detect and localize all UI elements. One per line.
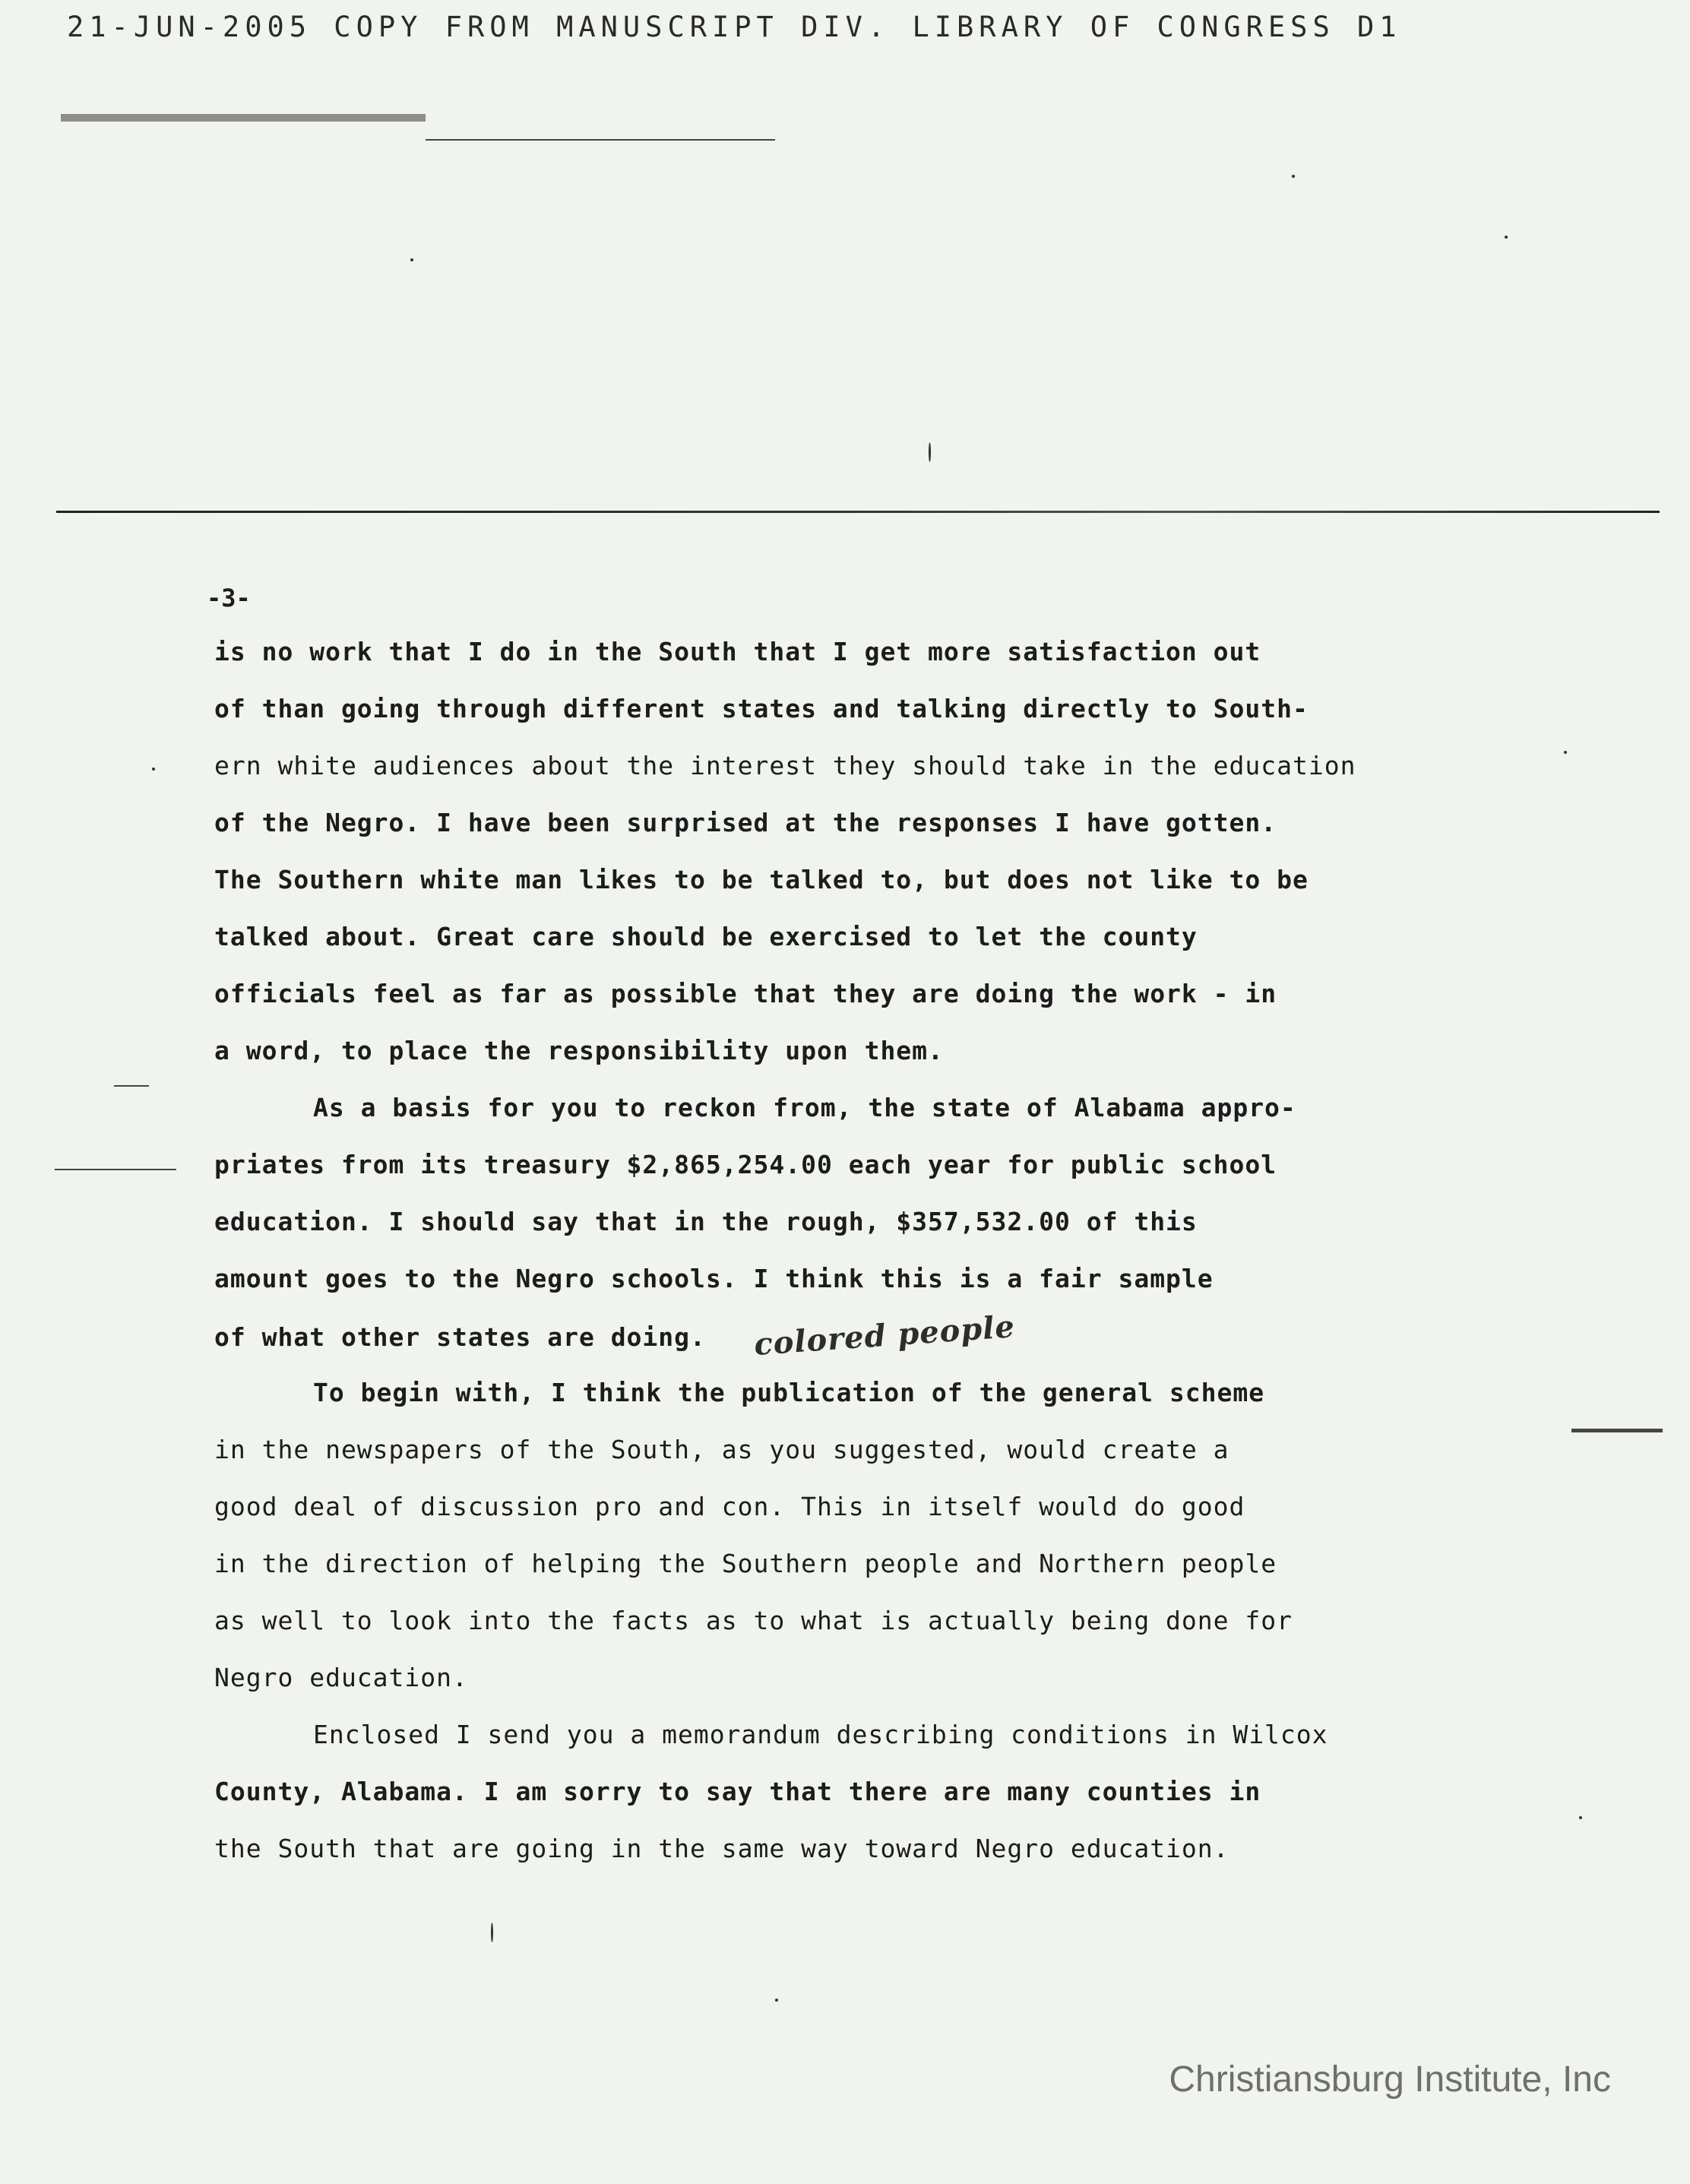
text-line: The Southern white man likes to be talked to, but does not like to be bbox=[214, 865, 1309, 894]
text-line: as well to look into the facts as to what is actually being done for bbox=[214, 1606, 1293, 1635]
text-line: the South that are going in the same way toward Negro education. bbox=[214, 1834, 1230, 1863]
scan-dash bbox=[1571, 1429, 1663, 1432]
scan-dash bbox=[114, 1085, 149, 1087]
text-line: good deal of discussion pro and con. This in itself would do good bbox=[214, 1492, 1245, 1521]
scan-speck bbox=[1564, 751, 1567, 754]
text-line: County, Alabama. I am sorry to say that there are many counties in bbox=[214, 1777, 1261, 1806]
text-line: Negro education. bbox=[214, 1663, 468, 1692]
text-line: talked about. Great care should be exercised to let the county bbox=[214, 922, 1198, 951]
letter-body bbox=[214, 623, 1559, 1877]
scan-speck bbox=[152, 768, 155, 771]
text-line: As a basis for you to reckon from, the state of Alabama appro- bbox=[313, 1093, 1296, 1122]
scan-speck bbox=[1579, 1816, 1582, 1819]
text-line: a word, to place the responsibility upon them. bbox=[214, 1036, 944, 1065]
page-number: -3- bbox=[207, 584, 251, 612]
handwritten-note: colored people bbox=[752, 1309, 1017, 1363]
text-line: of the Negro. I have been surprised at the responses I have gotten. bbox=[214, 808, 1277, 837]
scan-dash bbox=[55, 1169, 176, 1170]
text-line: amount goes to the Negro schools. I think this is a fair sample bbox=[214, 1264, 1214, 1293]
text-line: Enclosed I send you a memorandum describing conditions in Wilcox bbox=[313, 1720, 1328, 1749]
scan-speck bbox=[1292, 175, 1295, 178]
text-line: officials feel as far as possible that they are doing the work - in bbox=[214, 979, 1277, 1008]
scan-speck bbox=[491, 1923, 493, 1942]
text-line: priates from its treasury $2,865,254.00 each year for public school bbox=[214, 1150, 1277, 1179]
header-stamp: 21-JUN-2005 COPY FROM MANUSCRIPT DIV. LIBRARY OF CONGRESS D1 bbox=[67, 11, 1402, 43]
text-line: ern white audiences about the interest they should take in the education bbox=[214, 751, 1356, 780]
text-line: in the newspapers of the South, as you suggested, would create a bbox=[214, 1435, 1230, 1464]
text-line: of than going through different states and talking directly to South- bbox=[214, 694, 1309, 723]
scan-smudge bbox=[61, 114, 426, 122]
scan-speck bbox=[1505, 236, 1508, 239]
text-line: is no work that I do in the South that I get more satisfaction out bbox=[214, 637, 1261, 666]
text-line: To begin with, I think the publication of the general scheme bbox=[313, 1378, 1265, 1407]
text-line-content: of what other states are doing. bbox=[214, 1322, 706, 1352]
watermark: Christiansburg Institute, Inc bbox=[1169, 2059, 1611, 2100]
text-line: in the direction of helping the Southern people and Northern people bbox=[214, 1549, 1277, 1578]
text-line: education. I should say that in the rough, $357,532.00 of this bbox=[214, 1207, 1198, 1236]
page-divider bbox=[56, 511, 1660, 513]
scan-speck bbox=[410, 258, 413, 261]
scan-speck bbox=[775, 1999, 778, 2002]
scan-dash bbox=[426, 139, 775, 141]
scan-speck bbox=[929, 442, 931, 462]
text-line bbox=[214, 1307, 1559, 1364]
